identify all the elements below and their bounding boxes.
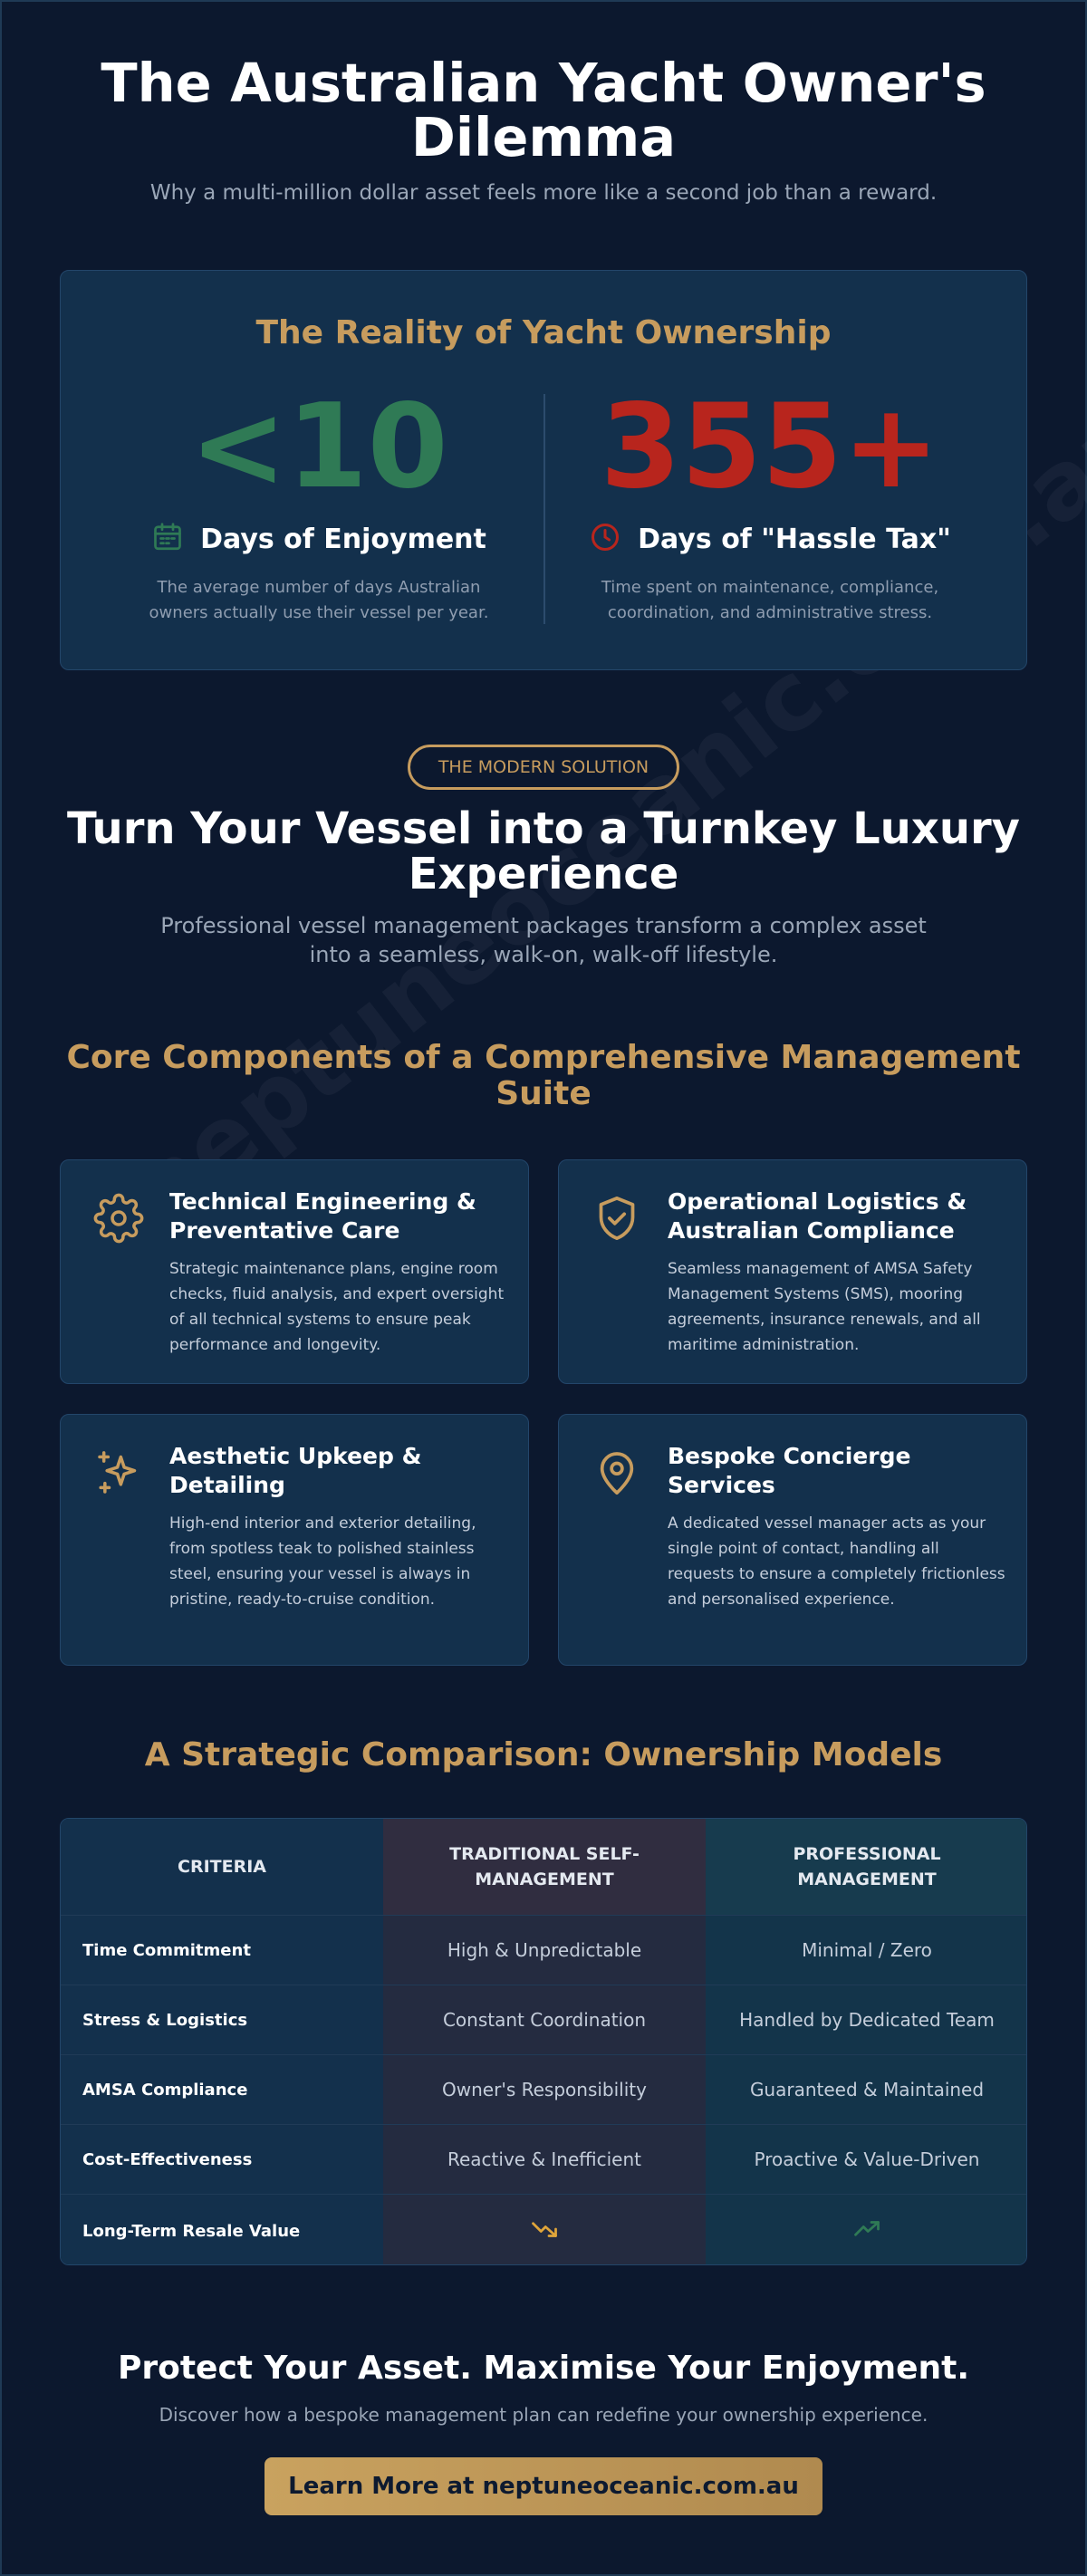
stat-value: <10 bbox=[189, 380, 448, 514]
component-description: High-end interior and exterior detailing, from spotless teak to polished stainless steel, ensuring your vessel is always in pristine, ready-to-cruise condition. bbox=[169, 1514, 476, 1609]
traditional-cell: Owner's Responsibility bbox=[442, 2079, 647, 2100]
gear-icon bbox=[93, 1193, 144, 1244]
component-description: Strategic maintenance plans, engine room checks, fluid analysis, and expert oversight of all technical systems to ensure peak performance and longevity. bbox=[169, 1260, 505, 1354]
stat-label: Days of Enjoyment bbox=[200, 523, 486, 555]
criteria-cell: Time Commitment bbox=[82, 1940, 251, 1960]
trend-down-icon bbox=[531, 2216, 558, 2247]
traditional-cell: Reactive & Inefficient bbox=[447, 2148, 641, 2170]
comparison-table bbox=[60, 1818, 1027, 2265]
professional-cell: Minimal / Zero bbox=[802, 1939, 932, 1961]
divider bbox=[544, 394, 545, 624]
component-description: Seamless management of AMSA Safety Management Systems (SMS), mooring agreements, insurance renewals, and all maritime administration. bbox=[668, 1260, 981, 1354]
clock-icon bbox=[589, 521, 621, 557]
components-title: Core Components of a Comprehensive Management Suite bbox=[66, 1039, 1021, 1112]
criteria-cell: AMSA Compliance bbox=[82, 2080, 248, 2100]
professional-cell: Proactive & Value-Driven bbox=[754, 2148, 980, 2170]
traditional-cell bbox=[383, 2195, 706, 2265]
table-header-professional: PROFESSIONAL MANAGEMENT bbox=[706, 1819, 1027, 1915]
stat-hassle bbox=[562, 380, 978, 626]
component-card-aesthetic bbox=[60, 1414, 529, 1666]
section-badge: THE MODERN SOLUTION bbox=[408, 745, 679, 790]
learn-more-button[interactable]: Learn More at neptuneoceanic.com.au bbox=[265, 2457, 822, 2515]
component-card-compliance bbox=[558, 1159, 1027, 1384]
stat-value: 355+ bbox=[600, 380, 940, 514]
criteria-cell: Stress & Logistics bbox=[82, 2010, 248, 2030]
sparkle-icon bbox=[93, 1447, 144, 1498]
page-title: The Australian Yacht Owner's Dilemma bbox=[101, 52, 986, 168]
cta-subtitle: Discover how a bespoke management plan can redefine your ownership experience. bbox=[159, 2404, 928, 2426]
reality-card bbox=[60, 270, 1027, 670]
comparison-title: A Strategic Comparison: Ownership Models bbox=[144, 1736, 943, 1773]
solution-title: Turn Your Vessel into a Turnkey Luxury Experience bbox=[67, 803, 1020, 899]
trend-up-icon bbox=[853, 2216, 880, 2247]
table-row bbox=[61, 1915, 1027, 1985]
component-title: Operational Logistics & Australian Compliance bbox=[668, 1188, 967, 1244]
traditional-cell: High & Unpredictable bbox=[447, 1939, 642, 1961]
component-title: Technical Engineering & Preventative Care bbox=[169, 1188, 476, 1244]
table-row bbox=[61, 2194, 1027, 2265]
location-pin-icon bbox=[592, 1447, 642, 1498]
traditional-cell: Constant Coordination bbox=[442, 2009, 647, 2031]
professional-cell bbox=[706, 2195, 1027, 2265]
stat-description: Time spent on maintenance, compliance, coordination, and administrative stress. bbox=[601, 578, 939, 622]
reality-title: The Reality of Yacht Ownership bbox=[255, 314, 832, 351]
component-title: Bespoke Concierge Services bbox=[668, 1443, 911, 1498]
calendar-icon bbox=[151, 521, 184, 557]
criteria-cell: Cost-Effectiveness bbox=[82, 2149, 253, 2169]
table-row bbox=[61, 1985, 1027, 2054]
stat-description: The average number of days Australian owners actually use their vessel per year. bbox=[149, 578, 489, 622]
table-row bbox=[61, 2054, 1027, 2124]
component-card-technical bbox=[60, 1159, 529, 1384]
component-card-concierge bbox=[558, 1414, 1027, 1666]
component-title: Aesthetic Upkeep & Detailing bbox=[169, 1443, 422, 1498]
table-row bbox=[61, 2124, 1027, 2194]
criteria-cell: Long-Term Resale Value bbox=[82, 2221, 301, 2241]
shield-check-icon bbox=[592, 1193, 642, 1244]
table-header-traditional: TRADITIONAL SELF-MANAGEMENT bbox=[383, 1819, 706, 1915]
stat-enjoyment bbox=[111, 380, 527, 626]
component-description: A dedicated vessel manager acts as your single point of contact, handling all requests to ensure a completely frictionless and personalised experience. bbox=[668, 1514, 1005, 1609]
professional-cell: Handled by Dedicated Team bbox=[739, 2009, 995, 2031]
cta-title: Protect Your Asset. Maximise Your Enjoyment. bbox=[117, 2350, 970, 2387]
page-subtitle: Why a multi-million dollar asset feels more like a second job than a reward. bbox=[149, 181, 938, 205]
table-header-criteria: CRITERIA bbox=[61, 1819, 383, 1915]
professional-cell: Guaranteed & Maintained bbox=[749, 2079, 985, 2100]
stat-label: Days of "Hassle Tax" bbox=[638, 523, 951, 555]
solution-subtitle: Professional vessel management packages transform a complex asset into a seamless, walk-on, walk-off lifestyle. bbox=[160, 913, 927, 967]
